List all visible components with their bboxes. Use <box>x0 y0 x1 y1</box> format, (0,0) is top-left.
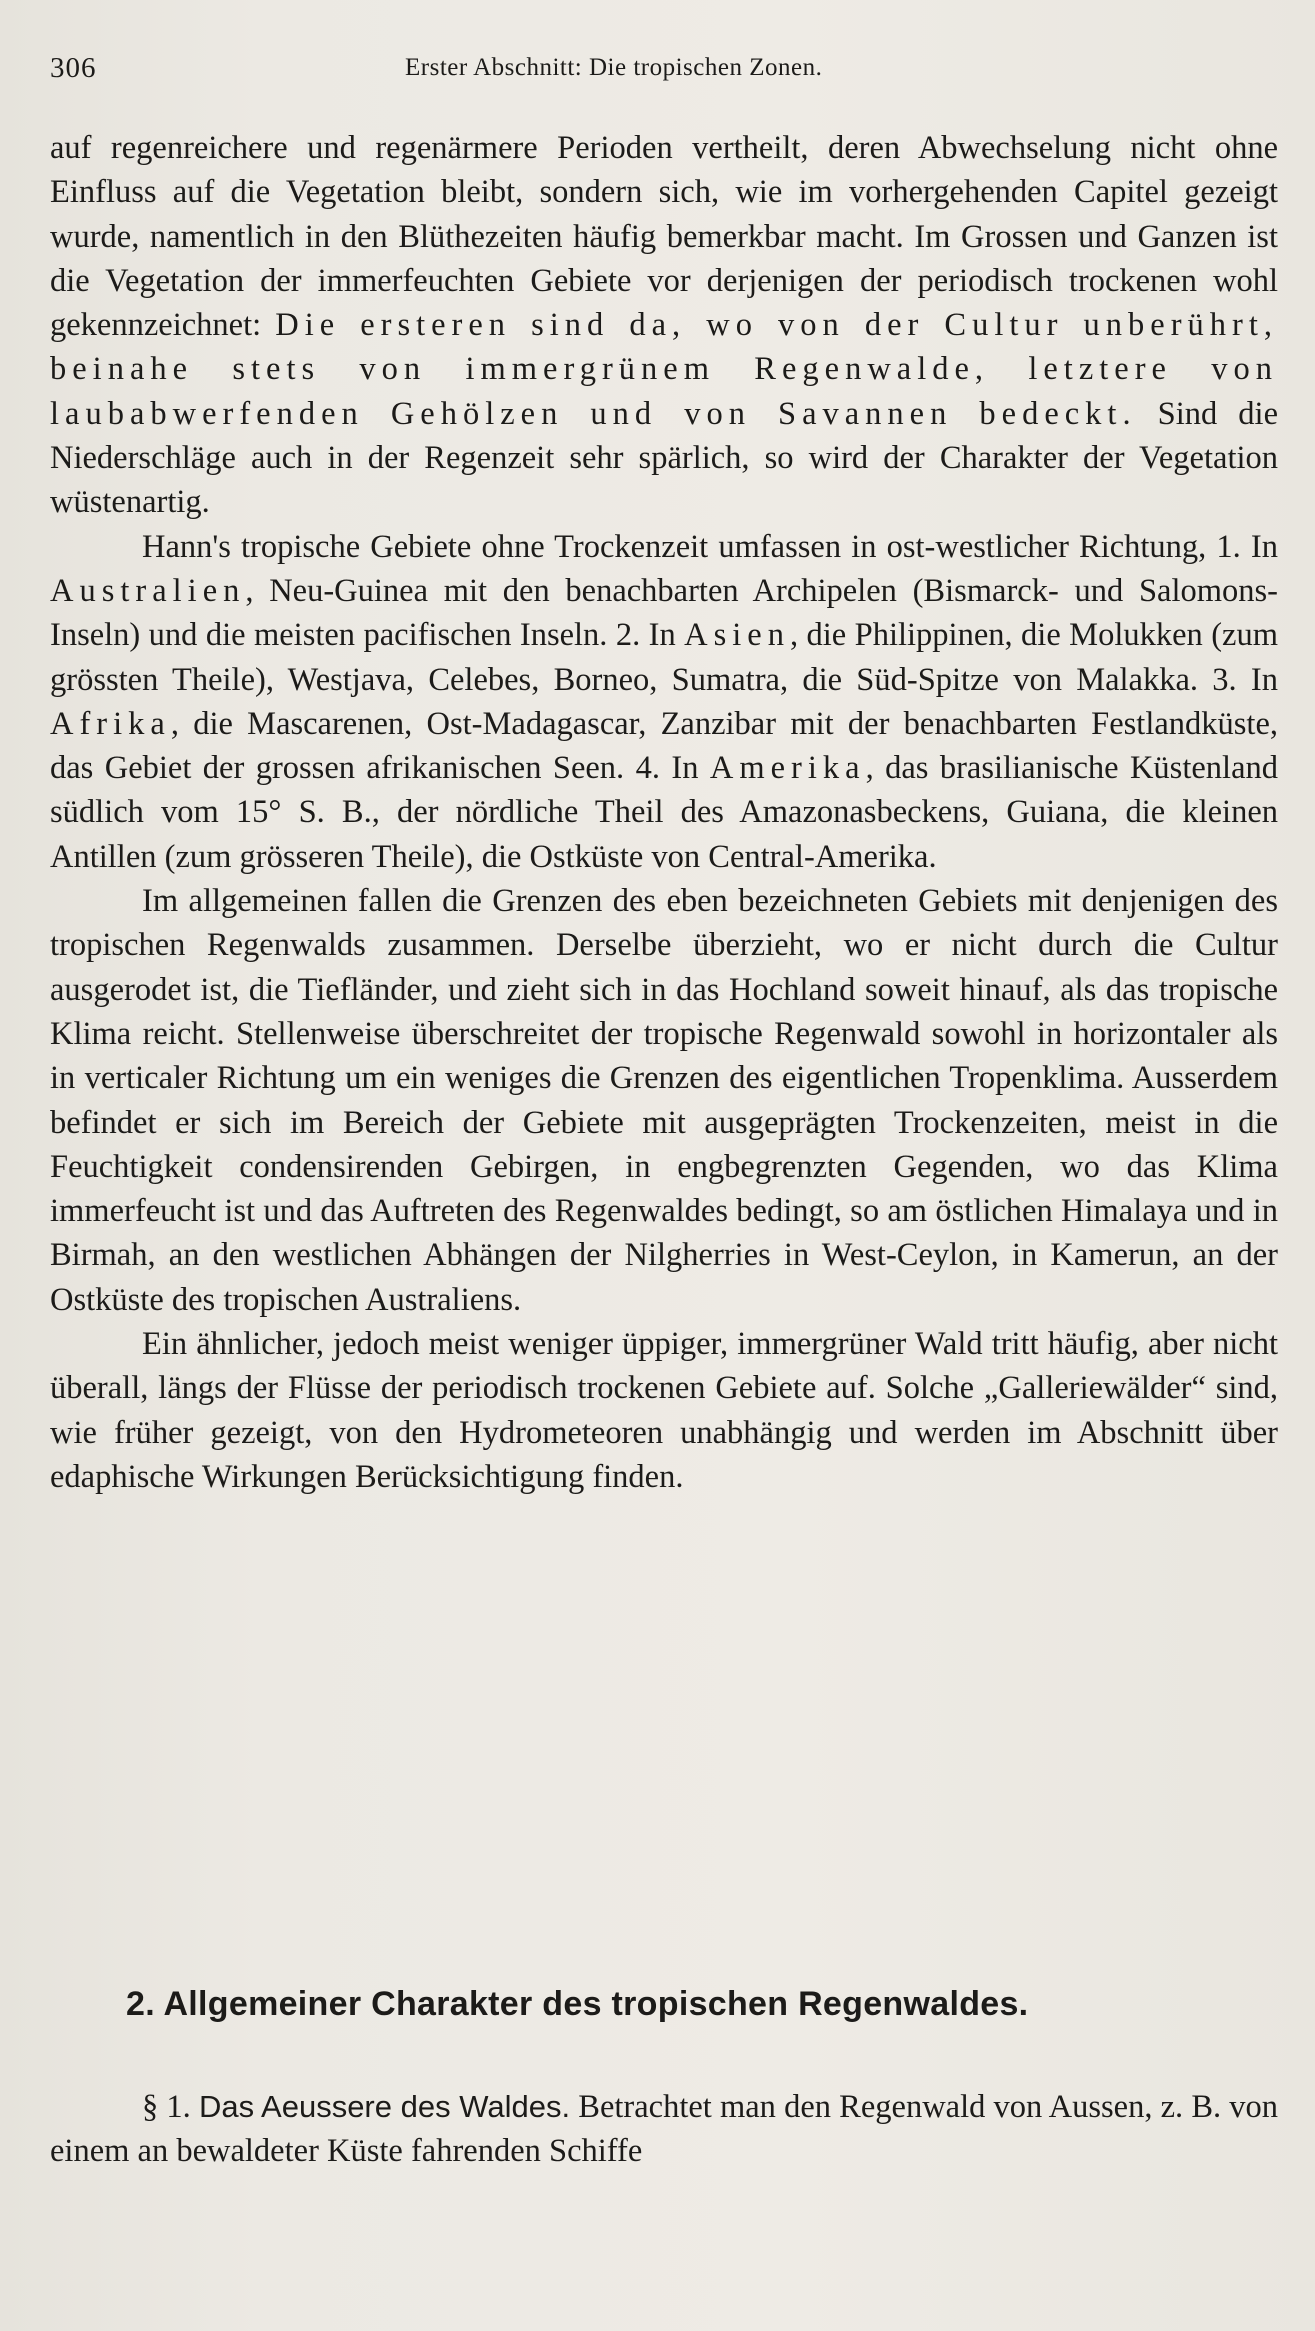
subsection-title: Das Aeussere des Waldes. <box>198 2089 571 2124</box>
subsection-paragraph <box>50 2085 1278 2174</box>
paragraph-2-text-d: , die Mascarenen, Ost-Madagascar, Zanzibar mit der benachbarten Festlandküste, das Gebiet der grossen afrikanischen Seen. 4. In <box>50 705 1278 787</box>
paragraph-1-emphasis: Die ersteren sind da, wo von der Cultur unberührt, beinahe stets von immergrünem Regenwalde, letztere von laubabwerfenden Gehölzen und von Savannen bedeckt. <box>50 307 1278 432</box>
page-number: 306 <box>50 52 97 84</box>
page-header <box>50 52 1282 92</box>
subsection-body: Betrachtet man den Regenwald von Aussen, z. B. von einem an bewaldeter Küste fahrenden Schiffe <box>50 2089 1279 2170</box>
paragraph-1-text-c: Sind die Niederschläge auch in der Regenzeit sehr spärlich, so wird der Charakter der Vegetation wüstenartig. <box>50 395 1279 521</box>
paragraph-1-text-a: auf regenreichere und regenärmere Perioden vertheilt, deren Abwechselung nicht ohne Einfluss auf die Vegetation bleibt, sondern sich, wie im vorhergehenden Capitel gezeigt wurde, namentlich in den Blüthezeiten häufig bemerkbar macht. Im Grossen und Ganzen ist die Vegetation der immerfeuchten Gebiete vor derjenigen der periodisch trockenen wohl gekennzeichnet: <box>50 130 1278 344</box>
region-amerika: Amerika <box>709 750 866 787</box>
region-asien: Asien <box>684 617 790 654</box>
paragraph-1 <box>50 126 1278 525</box>
running-head: Erster Abschnitt: Die tropischen Zonen. <box>405 54 823 81</box>
paragraph-2-text-c: , die Philippinen, die Molukken (zum grössten Theile), Westjava, Celebes, Borneo, Sumatra, die Süd-Spitze von Malakka. 3. In <box>50 617 1278 698</box>
paragraph-2-text-b: , Neu-Guinea mit den benachbarten Archipelen (Bismarck- und Salomons-Inseln) und die meisten pacifischen Inseln. 2. In <box>50 572 1278 654</box>
paragraph-2 <box>50 525 1278 879</box>
paragraph-4: Ein ähnlicher, jedoch meist weniger üppiger, immergrüner Wald tritt häufig, aber nicht überall, längs der Flüsse der periodisch trockenen Gebiete auf. Solche „Galleriewälder“ sind, wie früher gezeigt, von den Hydrometeoren unabhängig und werden im Abschnitt über edaphische Wirkungen Berücksichtigung finden. <box>50 1326 1278 1495</box>
main-text <box>50 126 1278 1499</box>
region-australien: Australien <box>50 572 246 609</box>
paragraph-3: Im allgemeinen fallen die Grenzen des eben bezeichneten Gebiets mit denjenigen des tropischen Regenwalds zusammen. Derselbe überzieht, wo er nicht durch die Cultur ausgerodet ist, die Tiefländer, und zieht sich in das Hochland soweit hinauf, als das tropische Klima reicht. Stellenweise überschreitet der tropische Regenwald sowohl in horizontaler als in verticaler Richtung um ein weniges die Grenzen des eigentlichen Tropenklima. Ausserdem befindet er sich im Bereich der Gebiete mit ausgeprägten Trockenzeiten, meist in die Feuchtigkeit condensirenden Gebirgen, in engbegrenzten Gegenden, wo das Klima immerfeucht ist und das Auftreten des Regenwaldes bedingt, so am östlichen Himalaya und in Birmah, an den westlichen Abhängen der Nilgherries in West-Ceylon, in Kamerun, an der Ostküste des tropischen Australiens. <box>50 883 1278 1318</box>
paragraph-2-text-a: Hann's tropische Gebiete ohne Trockenzeit umfassen in ost-westlicher Richtung, 1. In <box>142 528 1278 565</box>
section-marker: § 1. <box>142 2089 191 2125</box>
subsection-text <box>50 2085 1278 2174</box>
paragraph-2-text-e: , das brasilianische Küstenland südlich vom 15° S. B., der nördliche Theil des Amazonasbeckens, Guiana, die kleinen Antillen (zum grösseren Theile), die Ostküste von Central-Amerika. <box>50 750 1278 875</box>
section-heading: 2. Allgemeiner Charakter des tropischen Regenwaldes. <box>126 1985 1029 2023</box>
region-afrika: Afrika <box>50 705 171 742</box>
